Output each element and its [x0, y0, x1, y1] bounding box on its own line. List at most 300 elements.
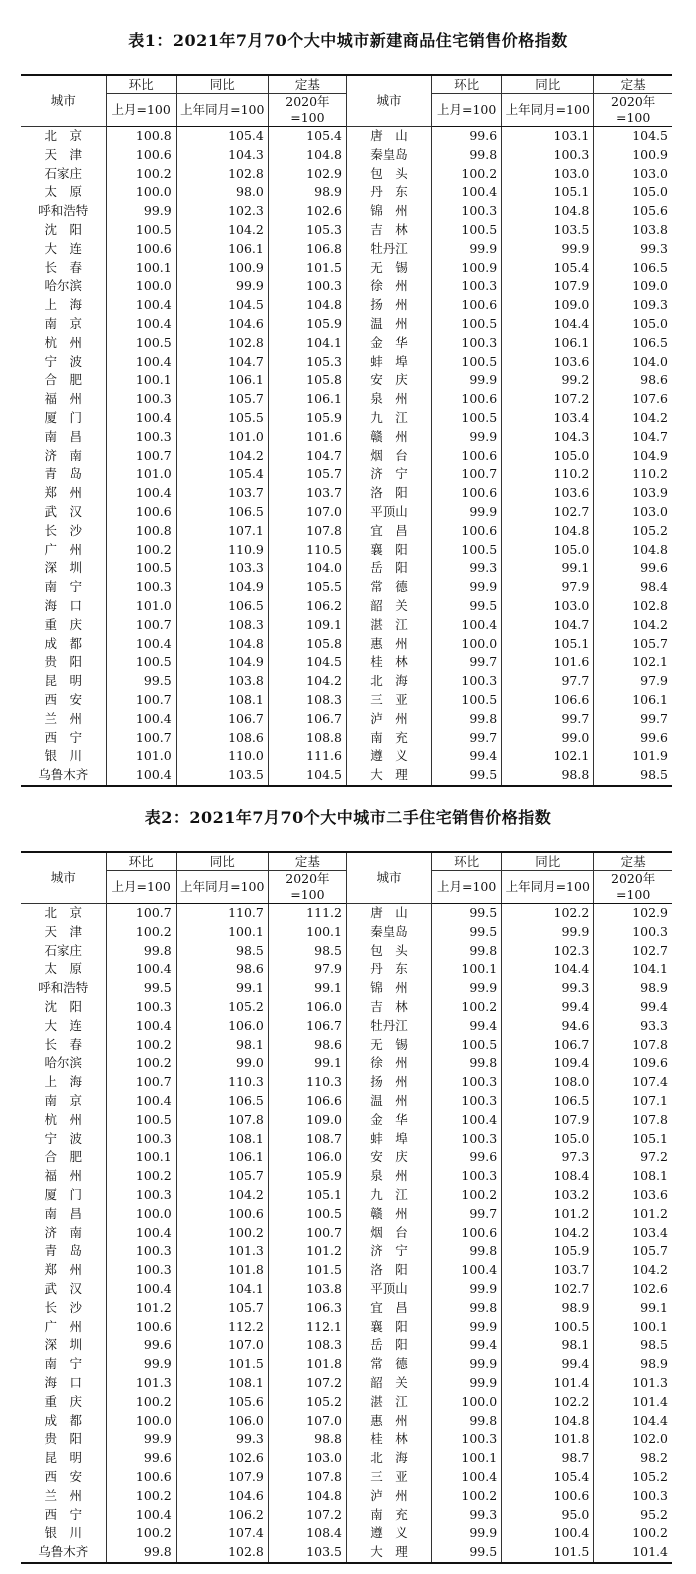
mom-index-cell: 99.5 — [432, 597, 502, 616]
city-cell: 贵 阳 — [21, 653, 106, 672]
city-cell: 北 京 — [21, 904, 106, 923]
yoy-index-cell: 102.6 — [176, 1449, 268, 1468]
fixed-index-cell: 104.1 — [268, 334, 346, 353]
table-row — [21, 1054, 672, 1073]
city-cell: 遵 义 — [346, 747, 431, 766]
mom-index-cell: 101.0 — [106, 465, 176, 484]
mom-index-cell: 100.3 — [106, 1130, 176, 1149]
fixed-index-cell: 105.7 — [594, 635, 672, 654]
city-cell: 银 川 — [21, 747, 106, 766]
city-cell: 平顶山 — [346, 1280, 431, 1299]
mom-index-cell: 100.2 — [106, 1054, 176, 1073]
yoy-index-cell: 103.1 — [502, 127, 594, 146]
fixed-index-cell: 107.8 — [594, 1036, 672, 1055]
yoy-index-cell: 104.7 — [176, 353, 268, 372]
header-yoy-base: 上年同月=100 — [176, 94, 268, 127]
mom-index-cell: 100.6 — [432, 1224, 502, 1243]
city-cell: 杭 州 — [21, 334, 106, 353]
fixed-index-cell: 98.5 — [594, 766, 672, 786]
yoy-index-cell: 99.3 — [502, 979, 594, 998]
mom-index-cell: 100.3 — [432, 277, 502, 296]
mom-index-cell: 100.0 — [432, 1393, 502, 1412]
city-cell: 南 昌 — [21, 428, 106, 447]
fixed-index-cell: 104.0 — [594, 353, 672, 372]
city-cell: 济 南 — [21, 447, 106, 466]
city-cell: 福 州 — [21, 390, 106, 409]
fixed-index-cell: 101.2 — [594, 1205, 672, 1224]
mom-index-cell: 99.8 — [106, 942, 176, 961]
fixed-index-cell: 100.3 — [268, 277, 346, 296]
yoy-index-cell: 95.0 — [502, 1506, 594, 1525]
fixed-index-cell: 101.3 — [594, 1374, 672, 1393]
header-mom-base: 上月=100 — [106, 94, 176, 127]
fixed-index-cell: 106.5 — [594, 334, 672, 353]
fixed-index-cell: 103.7 — [268, 484, 346, 503]
yoy-index-cell: 101.4 — [502, 1374, 594, 1393]
yoy-index-cell: 108.1 — [176, 1374, 268, 1393]
yoy-index-cell: 100.6 — [176, 1205, 268, 1224]
mom-index-cell: 100.3 — [432, 1430, 502, 1449]
city-cell: 九 江 — [346, 1186, 431, 1205]
city-cell: 北 海 — [346, 672, 431, 691]
yoy-index-cell: 104.3 — [502, 428, 594, 447]
city-cell: 秦皇岛 — [346, 923, 431, 942]
fixed-index-cell: 100.2 — [594, 1524, 672, 1543]
city-cell: 武 汉 — [21, 1280, 106, 1299]
yoy-index-cell: 101.2 — [502, 1205, 594, 1224]
yoy-index-cell: 98.6 — [176, 960, 268, 979]
yoy-index-cell: 105.6 — [176, 1393, 268, 1412]
table-row — [21, 390, 672, 409]
yoy-index-cell: 97.9 — [502, 578, 594, 597]
yoy-index-cell: 104.2 — [502, 1224, 594, 1243]
fixed-index-cell: 107.4 — [594, 1073, 672, 1092]
yoy-index-cell: 99.3 — [176, 1430, 268, 1449]
city-cell: 遵 义 — [346, 1524, 431, 1543]
fixed-index-cell: 104.2 — [594, 409, 672, 428]
yoy-index-cell: 97.3 — [502, 1148, 594, 1167]
yoy-index-cell: 106.5 — [176, 597, 268, 616]
yoy-index-cell: 102.8 — [176, 165, 268, 184]
mom-index-cell: 100.4 — [432, 1468, 502, 1487]
mom-index-cell: 99.9 — [432, 371, 502, 390]
yoy-index-cell: 102.3 — [502, 942, 594, 961]
city-cell: 大 连 — [21, 240, 106, 259]
yoy-index-cell: 101.3 — [176, 1242, 268, 1261]
yoy-index-cell: 105.5 — [176, 409, 268, 428]
yoy-index-cell: 104.4 — [502, 315, 594, 334]
table-row — [21, 998, 672, 1017]
fixed-index-cell: 97.2 — [594, 1148, 672, 1167]
mom-index-cell: 100.0 — [106, 1412, 176, 1431]
yoy-index-cell: 108.1 — [176, 1130, 268, 1149]
mom-index-cell: 100.7 — [106, 729, 176, 748]
table-row — [21, 1036, 672, 1055]
fixed-index-cell: 106.1 — [594, 691, 672, 710]
mom-index-cell: 99.8 — [106, 1543, 176, 1563]
header-mom: 环比 — [106, 75, 176, 94]
mom-index-cell: 100.3 — [106, 428, 176, 447]
city-cell: 乌鲁木齐 — [21, 1543, 106, 1563]
city-cell: 南 宁 — [21, 578, 106, 597]
yoy-index-cell: 109.0 — [502, 296, 594, 315]
fixed-index-cell: 105.1 — [594, 1130, 672, 1149]
fixed-index-cell: 98.9 — [594, 1355, 672, 1374]
yoy-index-cell: 103.7 — [502, 1261, 594, 1280]
table-row — [21, 578, 672, 597]
yoy-index-cell: 105.1 — [502, 635, 594, 654]
fixed-index-cell: 112.1 — [268, 1318, 346, 1337]
header-mom-base: 上月=100 — [106, 871, 176, 904]
yoy-index-cell: 101.8 — [502, 1430, 594, 1449]
city-cell: 九 江 — [346, 409, 431, 428]
yoy-index-cell: 101.5 — [502, 1543, 594, 1563]
yoy-index-cell: 104.6 — [176, 315, 268, 334]
fixed-index-cell: 105.5 — [268, 578, 346, 597]
mom-index-cell: 100.4 — [106, 1092, 176, 1111]
fixed-index-cell: 108.7 — [268, 1130, 346, 1149]
yoy-index-cell: 99.1 — [502, 559, 594, 578]
mom-index-cell: 100.5 — [432, 691, 502, 710]
mom-index-cell: 100.3 — [106, 998, 176, 1017]
city-cell: 安 庆 — [346, 1148, 431, 1167]
header-fixed: 定基 — [268, 852, 346, 871]
mom-index-cell: 99.9 — [106, 202, 176, 221]
fixed-index-cell: 104.5 — [268, 766, 346, 786]
yoy-index-cell: 105.4 — [176, 465, 268, 484]
city-cell: 襄 阳 — [346, 1318, 431, 1337]
city-cell: 长 沙 — [21, 522, 106, 541]
table-row — [21, 1393, 672, 1412]
fixed-index-cell: 103.0 — [594, 165, 672, 184]
mom-index-cell: 99.8 — [432, 1412, 502, 1431]
fixed-index-cell: 101.4 — [594, 1393, 672, 1412]
yoy-index-cell: 106.5 — [176, 1092, 268, 1111]
yoy-index-cell: 102.8 — [176, 334, 268, 353]
mom-index-cell: 100.6 — [106, 1318, 176, 1337]
city-cell: 洛 阳 — [346, 484, 431, 503]
fixed-index-cell: 111.6 — [268, 747, 346, 766]
fixed-index-cell: 98.5 — [594, 1336, 672, 1355]
fixed-index-cell: 101.2 — [268, 1242, 346, 1261]
mom-index-cell: 100.6 — [432, 522, 502, 541]
mom-index-cell: 99.8 — [432, 1299, 502, 1318]
header-fixed: 定基 — [594, 75, 672, 94]
yoy-index-cell: 99.7 — [502, 710, 594, 729]
yoy-index-cell: 105.1 — [502, 183, 594, 202]
table1-body — [21, 127, 672, 786]
table-row — [21, 1318, 672, 1337]
mom-index-cell: 100.4 — [106, 484, 176, 503]
table-row — [21, 1186, 672, 1205]
fixed-index-cell: 102.1 — [594, 653, 672, 672]
table-row — [21, 221, 672, 240]
fixed-index-cell: 104.2 — [594, 616, 672, 635]
mom-index-cell: 100.4 — [106, 1506, 176, 1525]
mom-index-cell: 100.5 — [432, 541, 502, 560]
city-cell: 太 原 — [21, 183, 106, 202]
mom-index-cell: 100.2 — [432, 165, 502, 184]
city-cell: 包 头 — [346, 165, 431, 184]
yoy-index-cell: 104.9 — [176, 653, 268, 672]
header-yoy-base: 上年同月=100 — [502, 871, 594, 904]
fixed-index-cell: 106.7 — [268, 1017, 346, 1036]
fixed-index-cell: 105.2 — [594, 1468, 672, 1487]
fixed-index-cell: 105.7 — [268, 465, 346, 484]
city-cell: 赣 州 — [346, 428, 431, 447]
header-yoy: 同比 — [176, 852, 268, 871]
fixed-index-cell: 101.8 — [268, 1355, 346, 1374]
yoy-index-cell: 106.1 — [176, 371, 268, 390]
city-cell: 安 庆 — [346, 371, 431, 390]
city-cell: 南 京 — [21, 315, 106, 334]
city-cell: 吉 林 — [346, 221, 431, 240]
yoy-index-cell: 103.4 — [502, 409, 594, 428]
city-cell: 海 口 — [21, 597, 106, 616]
yoy-index-cell: 104.2 — [176, 221, 268, 240]
mom-index-cell: 100.4 — [106, 1017, 176, 1036]
fixed-index-cell: 107.0 — [268, 1412, 346, 1431]
mom-index-cell: 100.6 — [106, 1468, 176, 1487]
yoy-index-cell: 109.4 — [502, 1054, 594, 1073]
yoy-index-cell: 100.6 — [502, 1487, 594, 1506]
yoy-index-cell: 100.5 — [502, 1318, 594, 1337]
header-fixed: 定基 — [594, 852, 672, 871]
yoy-index-cell: 106.0 — [176, 1017, 268, 1036]
mom-index-cell: 99.7 — [432, 653, 502, 672]
fixed-index-cell: 107.6 — [594, 390, 672, 409]
city-cell: 无 锡 — [346, 1036, 431, 1055]
table-row — [21, 447, 672, 466]
header-yoy: 同比 — [502, 852, 594, 871]
yoy-index-cell: 104.8 — [502, 1412, 594, 1431]
city-cell: 南 充 — [346, 1506, 431, 1525]
city-cell: 扬 州 — [346, 296, 431, 315]
city-cell: 哈尔滨 — [21, 277, 106, 296]
fixed-index-cell: 104.2 — [268, 672, 346, 691]
mom-index-cell: 100.5 — [432, 315, 502, 334]
city-cell: 桂 林 — [346, 653, 431, 672]
yoy-index-cell: 98.1 — [176, 1036, 268, 1055]
table-row — [21, 1299, 672, 1318]
yoy-index-cell: 110.3 — [176, 1073, 268, 1092]
yoy-index-cell: 105.9 — [502, 1242, 594, 1261]
fixed-index-cell: 108.3 — [268, 1336, 346, 1355]
city-cell: 兰 州 — [21, 710, 106, 729]
yoy-index-cell: 98.5 — [176, 942, 268, 961]
header-city: 城市 — [346, 852, 431, 904]
yoy-index-cell: 107.1 — [176, 522, 268, 541]
yoy-index-cell: 107.9 — [502, 277, 594, 296]
table-row — [21, 484, 672, 503]
city-cell: 岳 阳 — [346, 559, 431, 578]
yoy-index-cell: 98.7 — [502, 1449, 594, 1468]
header-yoy: 同比 — [176, 75, 268, 94]
city-cell: 呼和浩特 — [21, 979, 106, 998]
header-yoy-base: 上年同月=100 — [502, 94, 594, 127]
city-cell: 乌鲁木齐 — [21, 766, 106, 786]
yoy-index-cell: 102.1 — [502, 747, 594, 766]
city-cell: 西 安 — [21, 1468, 106, 1487]
city-cell: 合 肥 — [21, 371, 106, 390]
mom-index-cell: 100.1 — [432, 960, 502, 979]
yoy-index-cell: 103.5 — [176, 766, 268, 786]
table-row — [21, 710, 672, 729]
fixed-index-cell: 98.6 — [594, 371, 672, 390]
yoy-index-cell: 103.7 — [176, 484, 268, 503]
mom-index-cell: 99.9 — [432, 240, 502, 259]
yoy-index-cell: 99.2 — [502, 371, 594, 390]
yoy-index-cell: 103.5 — [502, 221, 594, 240]
city-cell: 沈 阳 — [21, 998, 106, 1017]
table-row — [21, 747, 672, 766]
yoy-index-cell: 106.1 — [502, 334, 594, 353]
fixed-index-cell: 105.3 — [268, 221, 346, 240]
mom-index-cell: 99.5 — [432, 766, 502, 786]
yoy-index-cell: 107.9 — [502, 1111, 594, 1130]
fixed-index-cell: 102.6 — [268, 202, 346, 221]
mom-index-cell: 100.3 — [432, 334, 502, 353]
mom-index-cell: 101.0 — [106, 597, 176, 616]
yoy-index-cell: 103.6 — [502, 353, 594, 372]
yoy-index-cell: 94.6 — [502, 1017, 594, 1036]
fixed-index-cell: 111.2 — [268, 904, 346, 923]
mom-index-cell: 100.4 — [432, 616, 502, 635]
fixed-index-cell: 108.1 — [594, 1167, 672, 1186]
city-cell: 沈 阳 — [21, 221, 106, 240]
table2-title: 表2：2021年7月70个大中城市二手住宅销售价格指数 — [144, 808, 552, 827]
mom-index-cell: 99.8 — [432, 1242, 502, 1261]
fixed-index-cell: 101.9 — [594, 747, 672, 766]
fixed-index-cell: 99.6 — [594, 559, 672, 578]
table-row — [21, 1468, 672, 1487]
yoy-index-cell: 102.8 — [176, 1543, 268, 1563]
city-cell: 合 肥 — [21, 1148, 106, 1167]
yoy-index-cell: 105.7 — [176, 1167, 268, 1186]
mom-index-cell: 100.4 — [432, 1261, 502, 1280]
table-row — [21, 353, 672, 372]
yoy-index-cell: 105.4 — [502, 1468, 594, 1487]
table-row — [21, 672, 672, 691]
city-cell: 湛 江 — [346, 1393, 431, 1412]
fixed-index-cell: 99.1 — [268, 1054, 346, 1073]
fixed-index-cell: 105.9 — [268, 315, 346, 334]
city-cell: 唐 山 — [346, 904, 431, 923]
yoy-index-cell: 104.7 — [502, 616, 594, 635]
table-row — [21, 1449, 672, 1468]
mom-index-cell: 100.4 — [106, 766, 176, 786]
mom-index-cell: 100.3 — [432, 202, 502, 221]
yoy-index-cell: 108.3 — [176, 616, 268, 635]
city-cell: 岳 阳 — [346, 1336, 431, 1355]
yoy-index-cell: 99.1 — [176, 979, 268, 998]
mom-index-cell: 100.2 — [106, 541, 176, 560]
city-cell: 泸 州 — [346, 710, 431, 729]
table-row — [21, 1224, 672, 1243]
yoy-index-cell: 103.8 — [176, 672, 268, 691]
table-row — [21, 1148, 672, 1167]
yoy-index-cell: 99.0 — [176, 1054, 268, 1073]
yoy-index-cell: 100.3 — [502, 146, 594, 165]
city-cell: 深 圳 — [21, 1336, 106, 1355]
fixed-index-cell: 99.3 — [594, 240, 672, 259]
city-cell: 无 锡 — [346, 259, 431, 278]
yoy-index-cell: 101.5 — [176, 1355, 268, 1374]
city-cell: 包 头 — [346, 942, 431, 961]
city-cell: 大 理 — [346, 766, 431, 786]
mom-index-cell: 99.9 — [432, 1524, 502, 1543]
table-row — [21, 1073, 672, 1092]
yoy-index-cell: 106.6 — [502, 691, 594, 710]
fixed-index-cell: 104.5 — [268, 653, 346, 672]
mom-index-cell: 100.6 — [106, 240, 176, 259]
mom-index-cell: 99.9 — [432, 503, 502, 522]
mom-index-cell: 99.5 — [432, 1543, 502, 1563]
fixed-index-cell: 103.8 — [594, 221, 672, 240]
table-row — [21, 1205, 672, 1224]
table-row — [21, 1017, 672, 1036]
city-cell: 丹 东 — [346, 183, 431, 202]
fixed-index-cell: 101.5 — [268, 1261, 346, 1280]
table-row — [21, 635, 672, 654]
fixed-index-cell: 105.7 — [594, 1242, 672, 1261]
table-row — [21, 541, 672, 560]
header-city: 城市 — [346, 75, 431, 127]
city-cell: 蚌 埠 — [346, 353, 431, 372]
fixed-index-cell: 105.6 — [594, 202, 672, 221]
yoy-index-cell: 101.6 — [502, 653, 594, 672]
mom-index-cell: 100.4 — [106, 1280, 176, 1299]
yoy-index-cell: 98.1 — [502, 1336, 594, 1355]
mom-index-cell: 100.2 — [106, 923, 176, 942]
city-cell: 成 都 — [21, 635, 106, 654]
yoy-index-cell: 105.4 — [502, 259, 594, 278]
fixed-index-cell: 104.4 — [594, 1412, 672, 1431]
city-cell: 郑 州 — [21, 484, 106, 503]
fixed-index-cell: 100.1 — [268, 923, 346, 942]
fixed-index-cell: 98.2 — [594, 1449, 672, 1468]
yoy-index-cell: 106.1 — [176, 240, 268, 259]
table2-second-hand-housing-price-index — [21, 851, 672, 1564]
city-cell: 襄 阳 — [346, 541, 431, 560]
yoy-index-cell: 105.0 — [502, 447, 594, 466]
fixed-index-cell: 98.5 — [268, 942, 346, 961]
yoy-index-cell: 106.1 — [176, 1148, 268, 1167]
header-mom: 环比 — [106, 852, 176, 871]
city-cell: 福 州 — [21, 1167, 106, 1186]
header-mom-base: 上月=100 — [432, 94, 502, 127]
mom-index-cell: 99.3 — [432, 1506, 502, 1525]
mom-index-cell: 99.6 — [106, 1336, 176, 1355]
yoy-index-cell: 110.0 — [176, 747, 268, 766]
city-cell: 泸 州 — [346, 1487, 431, 1506]
city-cell: 平顶山 — [346, 503, 431, 522]
fixed-index-cell: 109.3 — [594, 296, 672, 315]
fixed-index-cell: 105.9 — [268, 409, 346, 428]
table-row — [21, 315, 672, 334]
fixed-index-cell: 106.3 — [268, 1299, 346, 1318]
city-cell: 深 圳 — [21, 559, 106, 578]
fixed-index-cell: 104.7 — [268, 447, 346, 466]
city-cell: 南 昌 — [21, 1205, 106, 1224]
mom-index-cell: 100.5 — [432, 353, 502, 372]
table-row — [21, 183, 672, 202]
table1-new-housing-price-index — [21, 74, 672, 787]
city-cell: 郑 州 — [21, 1261, 106, 1280]
city-cell: 常 德 — [346, 578, 431, 597]
city-cell: 南 宁 — [21, 1355, 106, 1374]
yoy-index-cell: 102.2 — [502, 1393, 594, 1412]
